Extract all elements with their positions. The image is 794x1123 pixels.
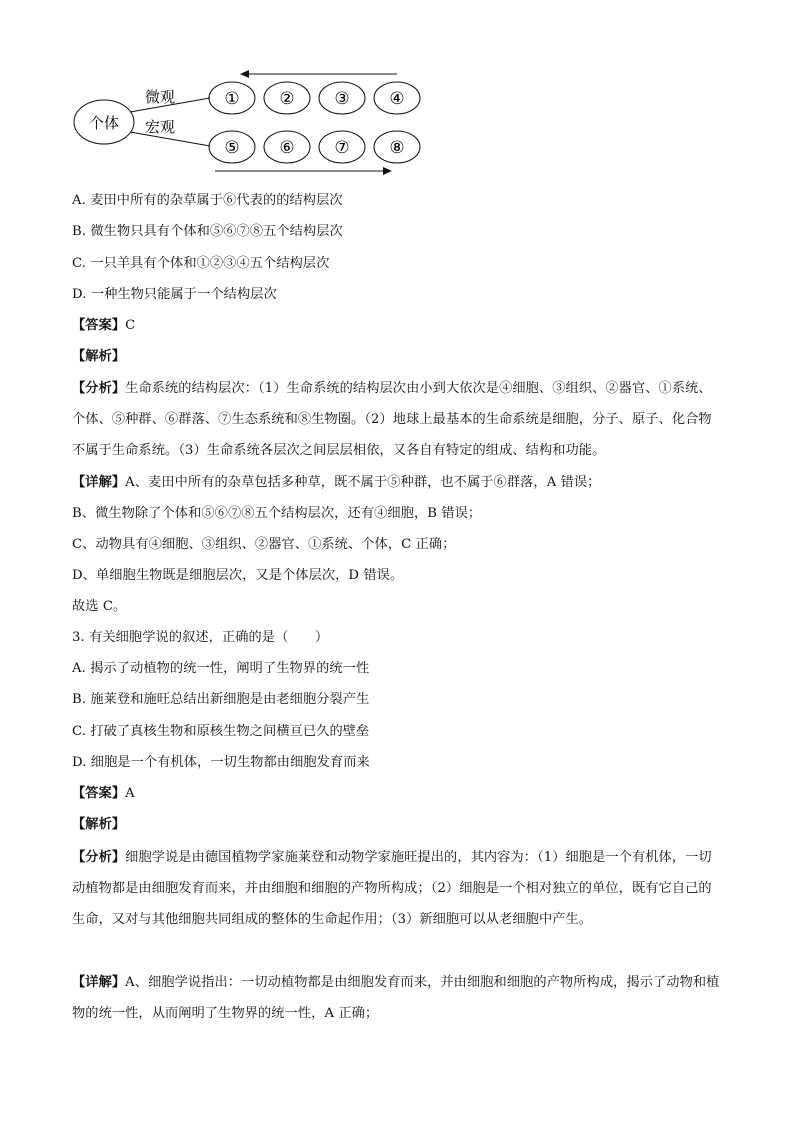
fenxi-text: 细胞学说是由德国植物学家施莱登和动物学家施旺提出的，其内容为：（1）细胞是一个有机体，一切动植物都是由细胞发育而来，并由细胞和细胞的产物所构成；（2）细胞是一个相对独立的单位，既有它自己的生命，又对与其他细胞共同组成的整体的生命起作用；（3）新细胞可以从老细胞中产生。 [72,850,712,927]
q2-detail-a [72,473,600,493]
q2-detail-d: D、单细胞生物既是细胞层次，又是个体层次，D 错误。 [72,568,404,583]
detail-text: A、细胞学说指出：一切动植物都是由细胞发育而来，并由细胞和细胞的产物所构成，揭示了动物和植物的统一性，从而阐明了生物界的统一性，A 正确； [72,975,720,1021]
q2-option-d: D. 一种生物只能属于一个结构层次 [72,287,277,302]
q3-option-d: D. 细胞是一个有机体，一切生物都由细胞发育而来 [72,755,370,770]
micro-label: 微观 [144,88,176,106]
level-label: ③ [334,89,350,109]
level-label: ⑤ [224,138,240,158]
level-label: ④ [389,89,405,109]
fenxi-tag: 【分析】 [72,381,126,396]
q2-answer [72,316,135,336]
fenxi-tag: 【分析】 [72,850,126,865]
top-arrow-head [240,70,249,78]
q2-detail-c: C、动物具有④细胞、③组织、②器官、①系统、个体，C 正确； [72,537,456,552]
bottom-arrow-head [383,167,392,175]
detail-tag: 【详解】 [72,475,126,490]
macro-label: 宏观 [144,118,176,136]
q3-option-c: C. 打破了真核生物和原核生物之间横亘已久的壁垒 [72,724,370,739]
structure-level-diagram [70,70,430,180]
level-label: ⑥ [279,138,295,158]
q3-stem: 3. 有关细胞学说的叙述，正确的是（ ） [72,630,329,645]
q2-conclusion: 故选 C。 [72,599,127,614]
answer-tag: 【答案】 [72,786,126,801]
q2-option-c: C. 一只羊具有个体和①②③④五个结构层次 [72,256,330,271]
level-label: ① [224,89,240,109]
level-label: ⑧ [389,138,405,158]
detail-text: A、麦田中所有的杂草包括多种草，既不属于⑤种群，也不属于⑥群落，A 错误； [125,475,601,490]
q3-analysis-tag: 【解析】 [72,817,126,832]
q3-detail [72,967,720,1029]
detail-tag: 【详解】 [72,975,126,990]
answer-tag: 【答案】 [72,318,126,333]
level-label: ⑦ [334,138,350,158]
q2-detail-b: B、微生物除了个体和⑤⑥⑦⑧五个结构层次，还有④细胞，B 错误； [72,506,482,521]
answer-value: C [125,318,136,333]
q3-answer [72,784,135,804]
q2-option-b: B. 微生物只具有个体和⑤⑥⑦⑧五个结构层次 [72,224,343,239]
q3-option-a: A. 揭示了动植物的统一性，阐明了生物界的统一性 [72,661,370,676]
level-label: ② [279,89,295,109]
answer-value: A [125,786,135,801]
individual-label: 个体 [88,114,120,132]
q3-fenxi [72,842,720,935]
q2-option-a: A. 麦田中所有的杂草属于⑥代表的的结构层次 [72,193,343,208]
fenxi-text: 生命系统的结构层次：（1）生命系统的结构层次由小到大依次是④细胞、③组织、②器官、①系统、个体、⑤种群、⑥群落、⑦生态系统和⑧生物圈。（2）地球上最基本的生命系统是细胞，分子、原子、化合物不属于生命系统。（3）生命系统各层次之间层层相依，又各自有特定的组成、结构和功能。 [72,381,712,458]
q2-analysis-tag: 【解析】 [72,349,126,364]
q2-fenxi [72,373,720,466]
q3-option-b: B. 施莱登和施旺总结出新细胞是由老细胞分裂产生 [72,692,370,707]
